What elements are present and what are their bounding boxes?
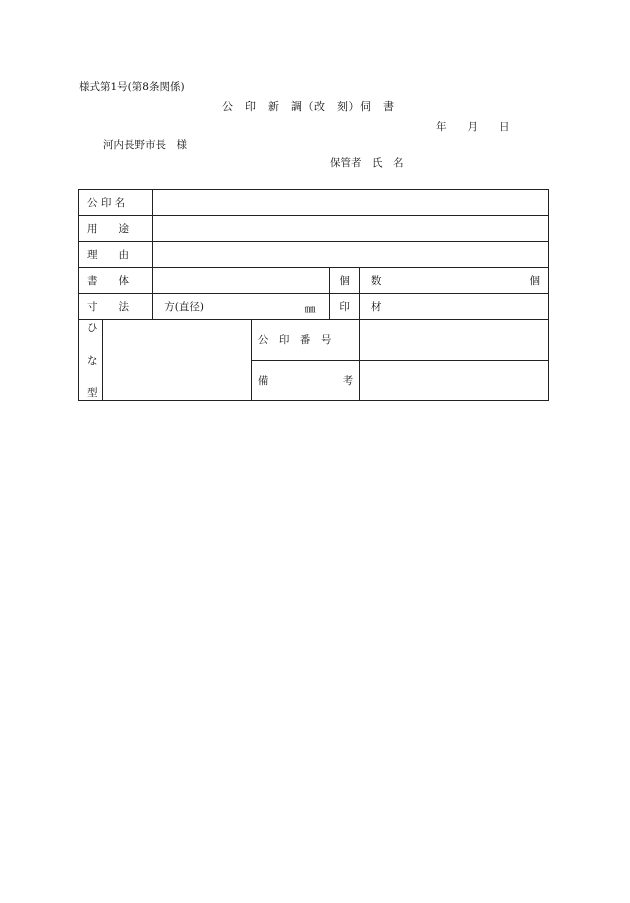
notes-label-left: 備 — [257, 374, 269, 387]
purpose-field[interactable] — [153, 216, 549, 242]
document-title: 公 印 新 調（改 刻）伺 書 — [222, 100, 395, 113]
form-number-label: 様式第1号(第8条関係) — [79, 81, 185, 93]
seal-name-field[interactable] — [153, 190, 549, 216]
table-row — [79, 268, 549, 294]
table-row — [79, 242, 549, 268]
material-label: 印 材 — [330, 294, 360, 320]
notes-label — [251, 360, 359, 401]
quantity-unit: 個 — [529, 275, 540, 287]
addressee: 河内長野市長 様 — [103, 139, 187, 151]
dimensions-label: 寸 法 — [79, 294, 153, 320]
seal-request-table — [78, 189, 549, 401]
date-line: 年 月 日 — [436, 121, 510, 133]
sample-impression-area[interactable] — [103, 320, 252, 401]
mm-unit: ㎜ — [304, 303, 316, 315]
seal-name-label: 公 印 名 — [79, 190, 153, 216]
dimensions-field[interactable] — [153, 294, 330, 320]
seal-number-label: 公 印 番 号 — [251, 320, 359, 361]
sample-char-3: 型 — [87, 387, 98, 399]
reason-label: 理 由 — [79, 242, 153, 268]
table-row — [79, 190, 549, 216]
notes-label-right: 考 — [342, 374, 354, 387]
sample-char-1: ひ — [87, 322, 98, 334]
typeface-field[interactable] — [153, 268, 330, 294]
quantity-label: 個 数 — [330, 268, 360, 294]
sample-char-2: な — [87, 354, 98, 367]
table-row — [79, 294, 549, 320]
diameter-label: 方(直径) — [164, 301, 204, 313]
table-row — [79, 320, 549, 361]
holder-name-label: 保管者 氏 名 — [330, 157, 404, 169]
seal-number-field[interactable] — [360, 320, 549, 361]
purpose-label: 用 途 — [79, 216, 153, 242]
quantity-field[interactable] — [360, 268, 549, 294]
reason-field[interactable] — [153, 242, 549, 268]
notes-field[interactable] — [360, 360, 549, 401]
material-field[interactable] — [360, 294, 549, 320]
typeface-label: 書 体 — [79, 268, 153, 294]
table-row — [79, 216, 549, 242]
sample-label — [79, 320, 103, 401]
